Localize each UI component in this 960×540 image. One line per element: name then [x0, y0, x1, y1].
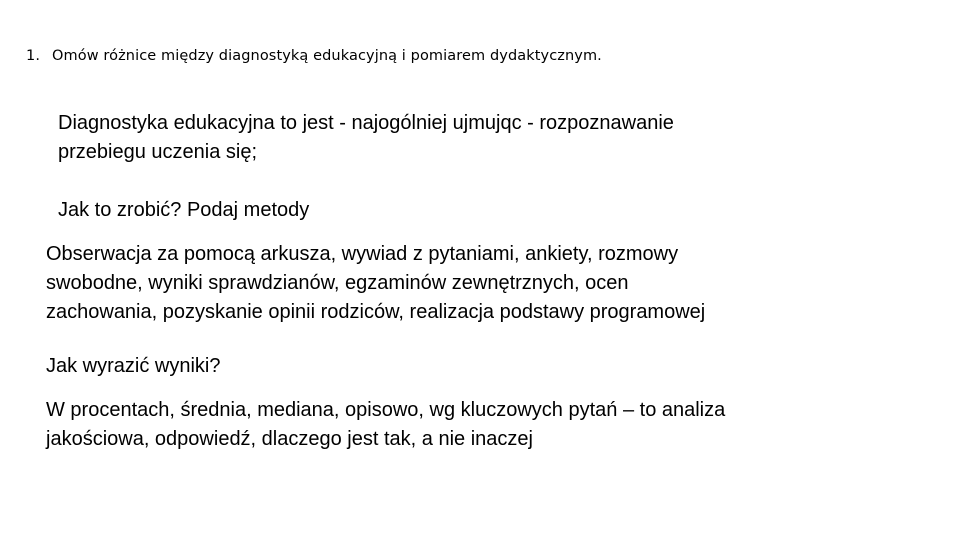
text-line: W procentach, średnia, mediana, opisowo, wg kluczowych pytań – to analiza: [46, 399, 726, 421]
methods-question: [58, 196, 309, 225]
results-question: [46, 352, 220, 381]
text-line: Jak to zrobić? Podaj metody: [58, 199, 310, 221]
text-line: jakościowa, odpowiedź, dlaczego jest tak, a nie inaczej: [46, 428, 533, 450]
results-paragraph: [46, 396, 725, 454]
text-line: przebiegu uczenia się;: [58, 141, 258, 163]
methods-paragraph: [46, 240, 705, 327]
text-line: zachowania, pozyskanie opinii rodziców, realizacja podstawy programowej: [46, 301, 706, 323]
text-line: Jak wyrazić wyniki?: [46, 355, 221, 377]
definition-paragraph: [58, 109, 674, 167]
text-line: Obserwacja za pomocą arkusza, wywiad z pytaniami, ankiety, rozmowy: [46, 243, 679, 265]
question-heading: [26, 48, 602, 64]
question-text: Omów różnice między diagnostyką edukacyjną i pomiarem dydaktycznym.: [52, 48, 602, 64]
text-line: Diagnostyka edukacyjna to jest - najogólniej ujmujqc - rozpoznawanie: [58, 112, 674, 134]
question-number: 1.: [26, 48, 41, 64]
text-line: swobodne, wyniki sprawdzianów, egzaminów zewnętrznych, ocen: [46, 272, 629, 294]
